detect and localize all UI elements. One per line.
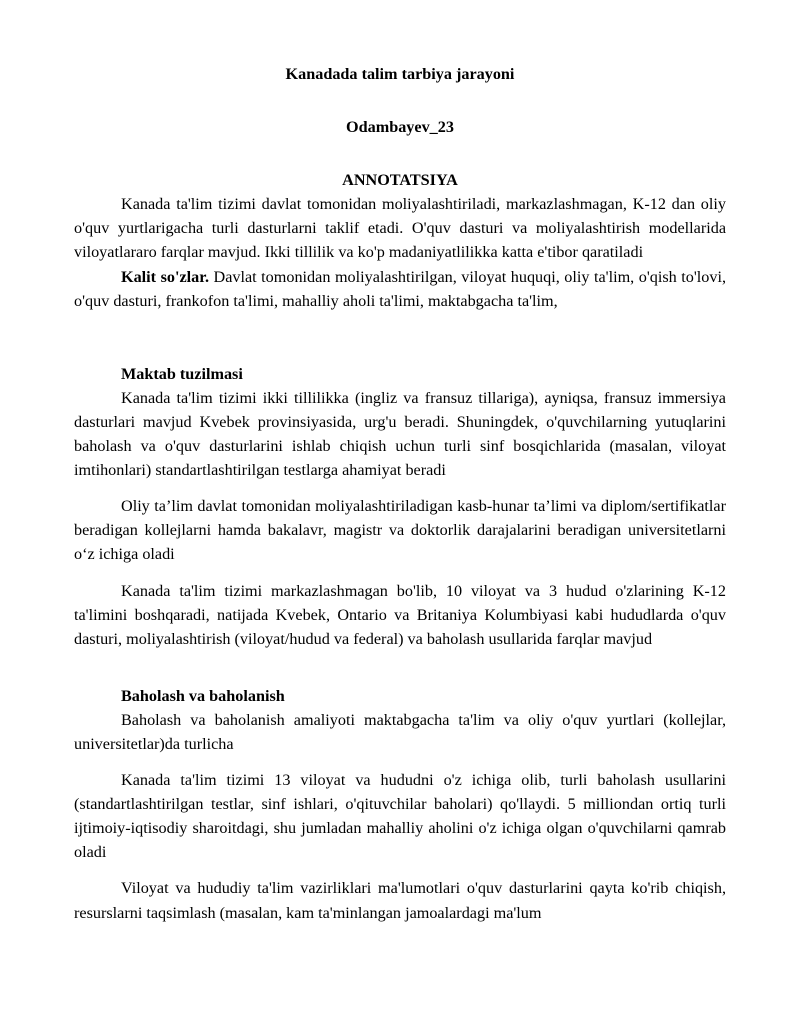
annotation-heading: ANNOTATSIYA	[342, 171, 458, 190]
keywords-label: Kalit so'zlar.	[121, 267, 209, 286]
keywords-text: Davlat tomonidan moliyalashtirilgan, viloyat huquqi, oliy ta'lim, o'qish to'lovi, o'quv dasturi, frankofon ta'limi, mahalliy aholi ta'limi, maktabgacha ta'lim,	[74, 267, 726, 310]
section-heading-assessment: Baholash va baholanish	[121, 686, 285, 705]
section1-paragraph-2: Oliy ta’lim davlat tomonidan moliyalashtiriladigan kasb-hunar ta’limi va diplom/sertifikatlar beradigan kollejlarni hamda bakalavr, magistr va doktorlik darajalarini beradigan universitetlarni o‘z ichiga oladi	[74, 497, 726, 564]
section2-paragraph-3: Viloyat va hududiy ta'lim vazirliklari ma'lumotlari o'quv dasturlarini qayta ko'rib chiqish, resurslarni taqsimlash (masalan, kam ta'minlangan jamoalardagi ma'lum	[74, 879, 726, 922]
annotation-paragraph: Kanada ta'lim tizimi davlat tomonidan moliyalashtiriladi, markazlashmagan, K-12 dan oliy o'quv yurtlarigacha turli dasturlarni taklif etadi. O'quv dasturi va moliyalashtirish modellarida viloyatlararo farqlar mavjud. Ikki tillilik va ko'p madaniyatlilikka katta e'tibor qaratiladi	[74, 195, 726, 262]
section2-paragraph-1: Baholash va baholanish amaliyoti maktabgacha ta'lim va oliy o'quv yurtlari (kollejlar, universitetlar)da turlicha	[74, 710, 726, 753]
section-heading-school-structure: Maktab tuzilmasi	[121, 364, 243, 383]
section1-paragraph-1: Kanada ta'lim tizimi ikki tillilikka (ingliz va fransuz tillariga), ayniqsa, fransuz immersiya dasturlari mavjud Kvebek provinsiyasida, urg'u beradi. Shuningdek, o'quvchilarning yutuqlarini baholash va o'quv dasturlarini ishlab chiqish uchun turli sinf bosqichlarida (masalan, viloyat imtihonlari) standartlashtirilgan testlarga ahamiyat beradi	[74, 388, 726, 480]
section1-paragraph-3: Kanada ta'lim tizimi markazlashmagan bo'lib, 10 viloyat va 3 hudud o'zlarining K-12 ta'limini boshqaradi, natijada Kvebek, Ontario va Britaniya Kolumbiyasi kabi hududlarda o'quv dasturi, moliyalashtirish (viloyat/hudud va federal) va baholash usullarida farqlar mavjud	[74, 581, 726, 648]
document-title: Kanadada talim tarbiya jarayoni	[285, 65, 515, 83]
document-page	[74, 62, 726, 925]
keywords-paragraph	[74, 265, 726, 313]
document-author: Odambayev_23	[346, 118, 454, 137]
section2-paragraph-2: Kanada ta'lim tizimi 13 viloyat va hududni o'z ichiga olib, turli baholash usullarini (standartlashtirilgan testlar, sinf ishlari, o'qituvchilar baholari) qo'llaydi. 5 milliondan ortiq turli ijtimoiy-iqtisodiy sharoitdagi, shu jumladan mahalliy aholini o'z ichiga olgan o'quvchilarni qamrab oladi	[74, 771, 726, 862]
